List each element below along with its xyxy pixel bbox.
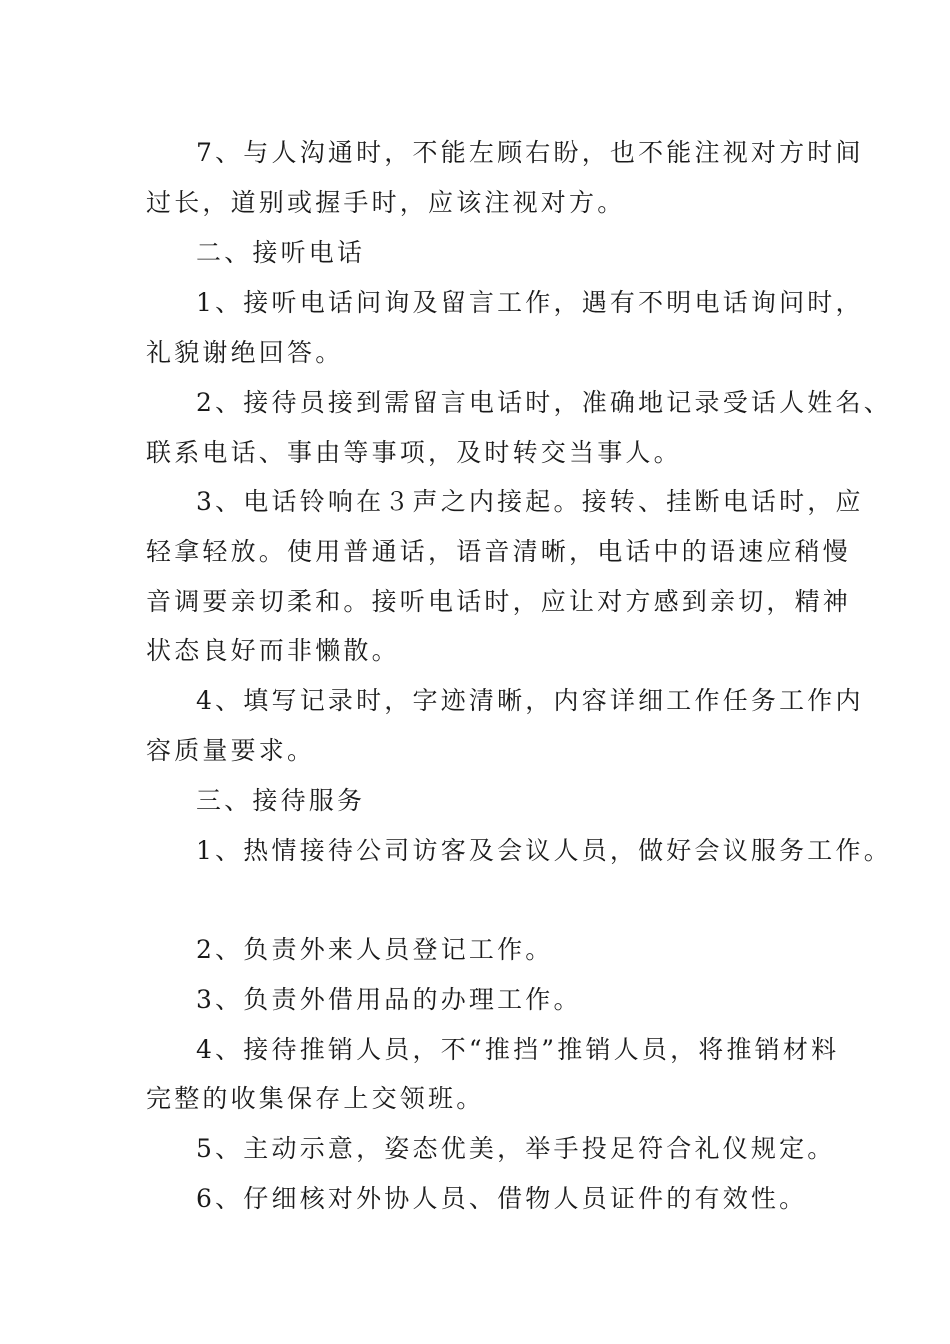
reception-item-1: 1、热情接待公司访客及会议人员，做好会议服务工作。	[196, 836, 892, 865]
phone-item-1-line-1: 1、接听电话问询及留言工作，遇有不明电话询问时，	[196, 288, 864, 317]
reception-item-3: 3、负责外借用品的办理工作。	[196, 985, 582, 1014]
reception-item-4-line-2: 完整的收集保存上交领班。	[146, 1084, 485, 1113]
phone-item-2-line-2: 联系电话、事由等事项，及时转交当事人。	[146, 438, 682, 467]
phone-item-3-line-4: 状态良好而非懒散。	[146, 636, 400, 665]
phone-item-2-line-1: 2、接待员接到需留言电话时，准确地记录受话人姓名、	[196, 388, 892, 417]
reception-item-4-line-1: 4、接待推销人员，不“推挡”推销人员，将推销材料	[196, 1035, 840, 1064]
paragraph-7-line-2: 过长，道别或握手时，应该注视对方。	[146, 188, 626, 217]
reception-item-2: 2、负责外来人员登记工作。	[196, 935, 554, 964]
section-heading-3: 三、接待服务	[196, 786, 366, 815]
phone-item-3-line-1: 3、电话铃响在３声之内接起。接转、挂断电话时，应	[196, 487, 864, 516]
paragraph-7-line-1: 7、与人沟通时，不能左顾右盼，也不能注视对方时间	[196, 138, 864, 167]
phone-item-3-line-3: 音调要亲切柔和。接听电话时，应让对方感到亲切，精神	[146, 587, 852, 616]
reception-item-6: 6、仔细核对外协人员、借物人员证件的有效性。	[196, 1184, 808, 1213]
reception-item-5: 5、主动示意，姿态优美，举手投足符合礼仪规定。	[196, 1134, 836, 1163]
phone-item-4-line-2: 容质量要求。	[146, 736, 316, 765]
phone-item-3-line-2: 轻拿轻放。使用普通话，语音清晰，电话中的语速应稍慢	[146, 537, 852, 566]
section-heading-2: 二、接听电话	[196, 238, 366, 267]
phone-item-4-line-1: 4、填写记录时，字迹清晰，内容详细工作任务工作内	[196, 686, 864, 715]
phone-item-1-line-2: 礼貌谢绝回答。	[146, 338, 344, 367]
